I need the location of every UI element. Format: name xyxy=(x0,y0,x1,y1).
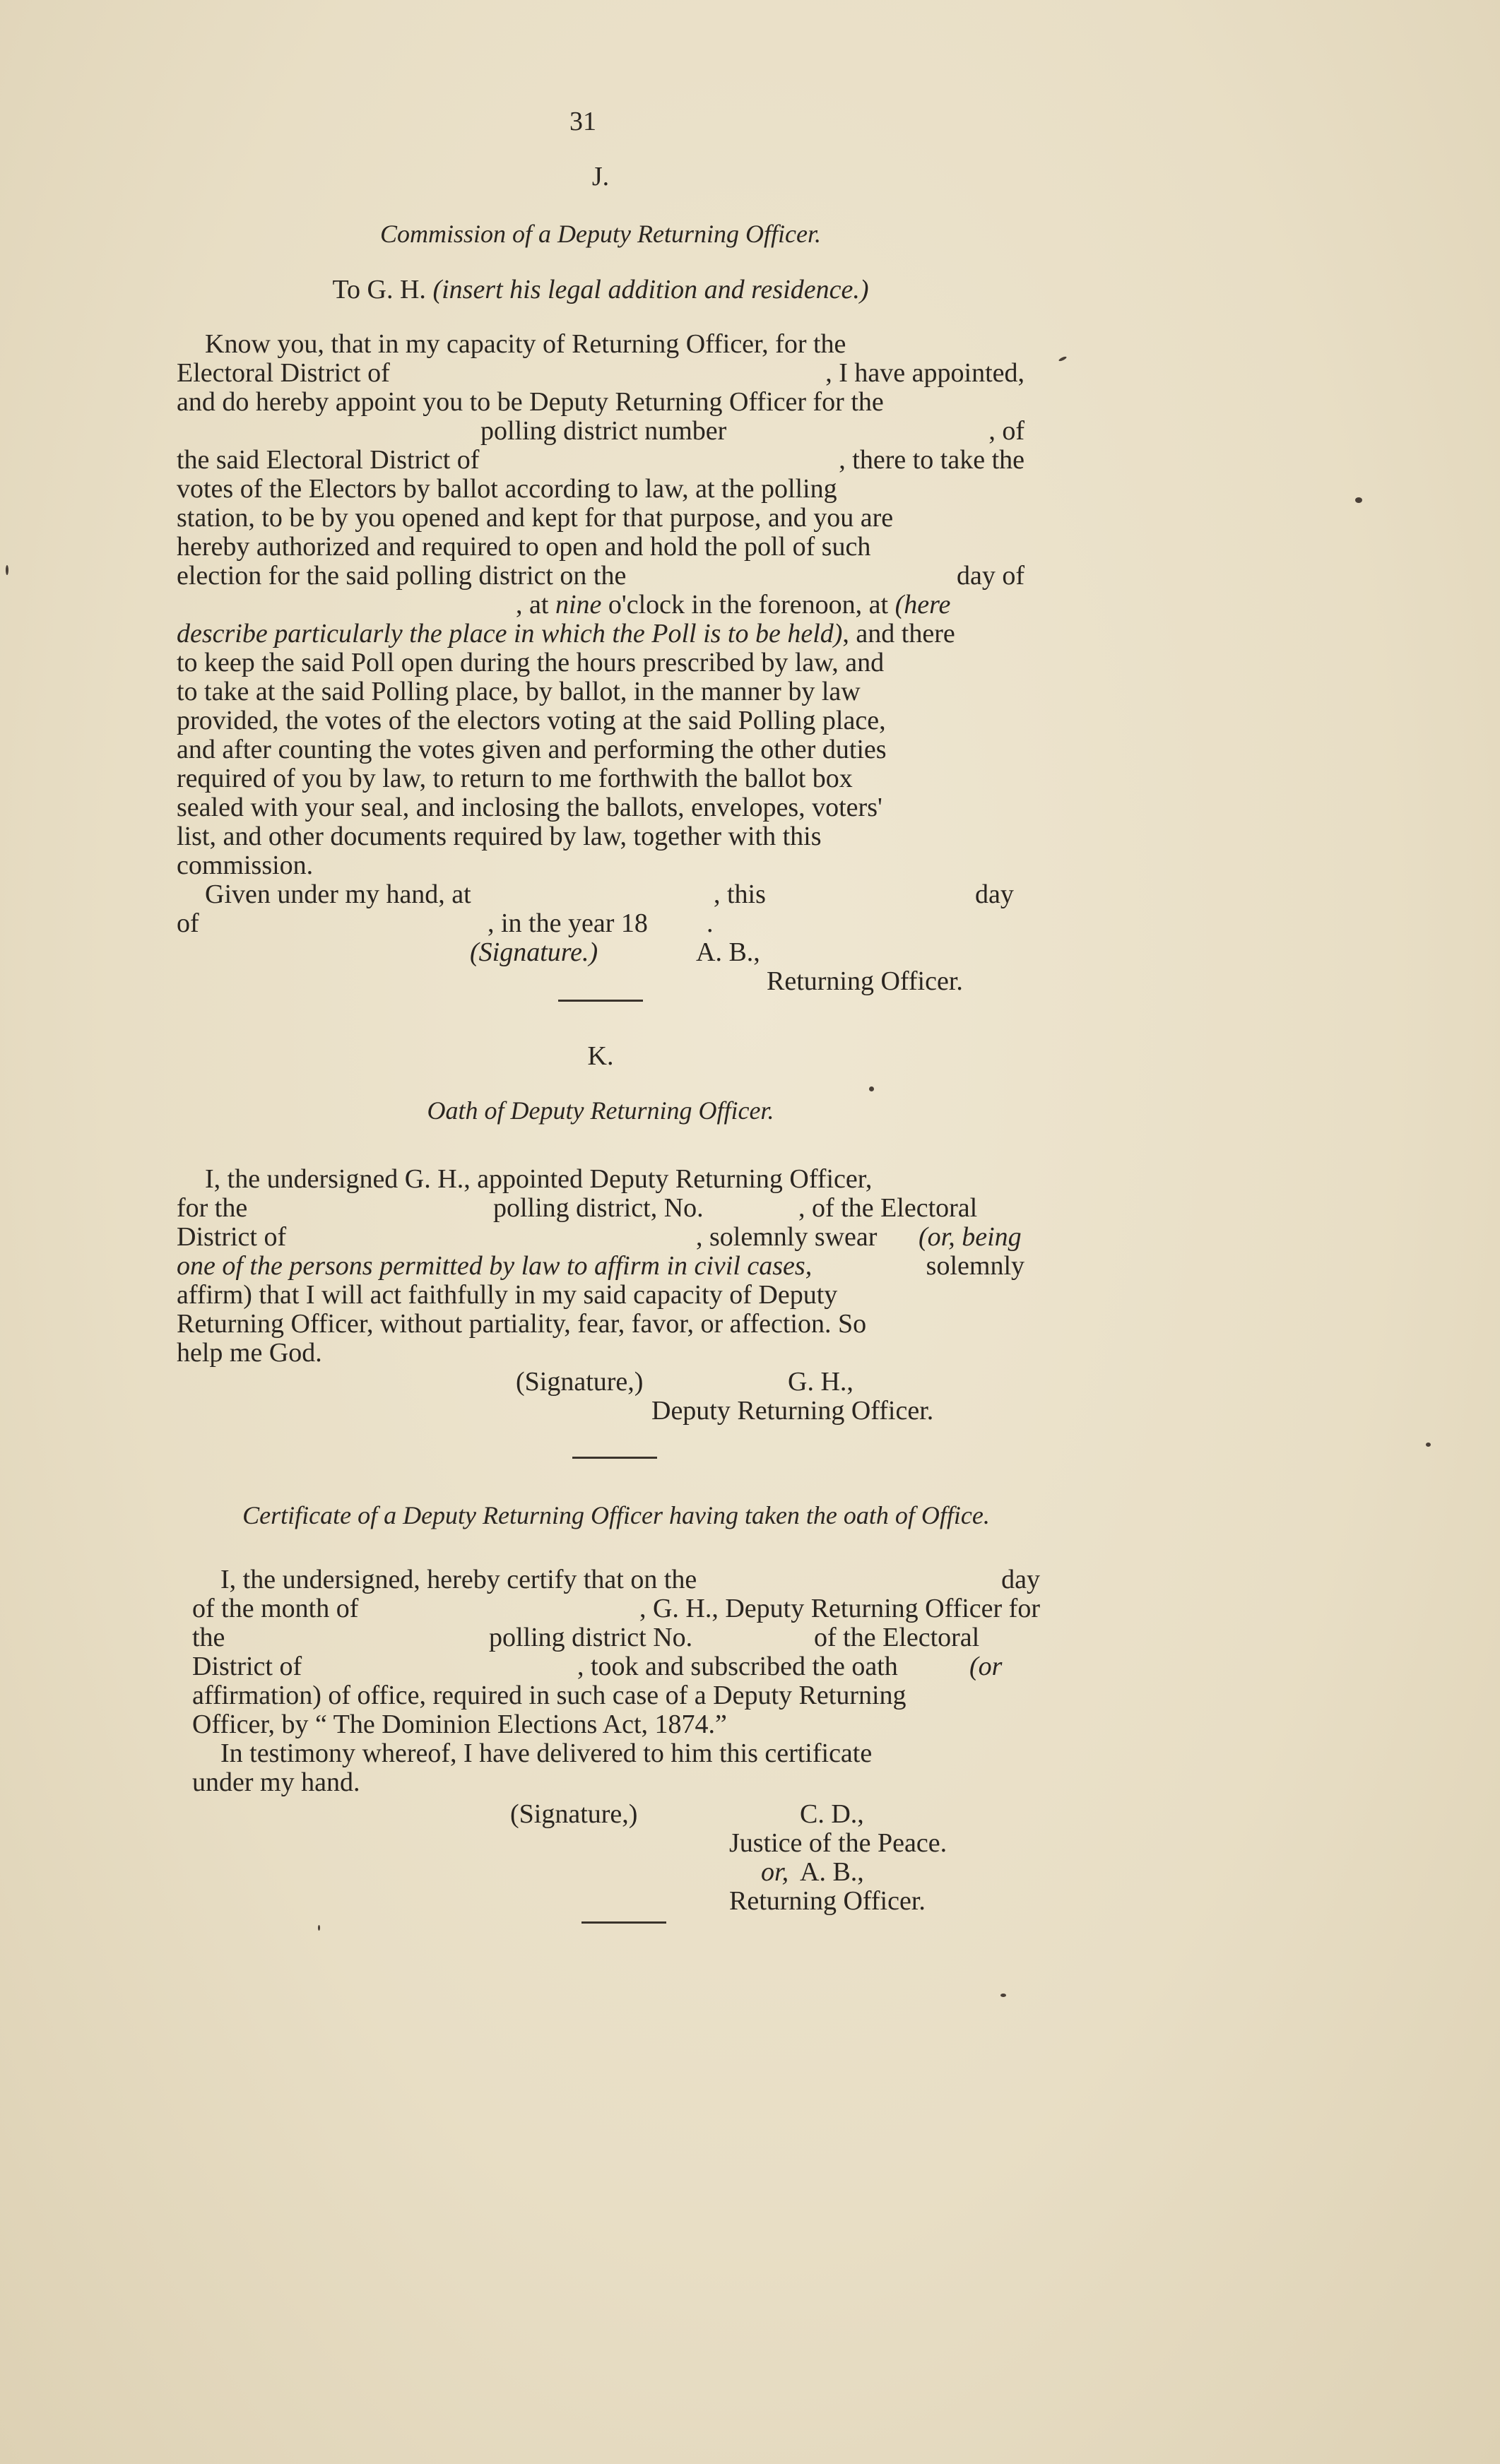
text-line: and after counting the votes given and performing the other duties xyxy=(177,735,887,764)
text-line: Officer, by “ The Dominion Elections Act, 1874.” xyxy=(192,1710,727,1739)
addressee-note: (insert his legal addition and residence.) xyxy=(432,275,869,304)
signature-line: (Signature,) C. D., xyxy=(510,1799,864,1829)
text-line: under my hand. xyxy=(192,1767,360,1797)
text-line: to keep the said Poll open during the hours prescribed by law, and xyxy=(177,648,885,677)
paper-speck xyxy=(318,1925,320,1931)
text-line: Know you, that in my capacity of Returning Officer, for the xyxy=(205,329,846,359)
section-letter-k: K. xyxy=(587,1041,614,1071)
text-line: provided, the votes of the electors voting at the said Polling place, xyxy=(177,706,886,735)
text-line: required of you by law, to return to me forthwith the ballot box xyxy=(177,764,853,793)
text-line: describe particularly the place in which the Poll is to be held), and there xyxy=(177,619,955,648)
signature-alt-line: or, A. B., xyxy=(761,1857,864,1887)
text-line: help me God. xyxy=(177,1338,322,1368)
text-line: list, and other documents required by law, together with this xyxy=(177,822,822,851)
certificate-section xyxy=(192,1501,1040,1916)
addressee: To G. H. xyxy=(332,275,426,304)
signature-alt-title: Returning Officer. xyxy=(729,1886,926,1916)
certificate-heading: Certificate of a Deputy Returning Officer having taken the oath of Office. xyxy=(242,1501,990,1529)
text-line: the said Electoral District of , there to take the xyxy=(177,445,1024,475)
text-line: In testimony whereof, I have delivered to him this certificate xyxy=(220,1739,873,1768)
divider-rule xyxy=(558,1000,643,1002)
paper-speck xyxy=(6,565,8,575)
text-line: to take at the said Polling place, by ballot, in the manner by law xyxy=(177,677,861,706)
text-line: of the month of , G. H., Deputy Returning Officer for xyxy=(192,1594,1040,1623)
section-j xyxy=(177,162,1024,996)
given-line-2: of , in the year 18 . xyxy=(177,908,714,938)
text-line: hereby authorized and required to open and hold the poll of such xyxy=(177,532,871,562)
paper-speck xyxy=(1355,497,1362,503)
certificate-body xyxy=(192,1565,1040,1916)
signature-title: Deputy Returning Officer. xyxy=(651,1396,934,1426)
text-line: commission. xyxy=(177,851,314,880)
text-line: sealed with your seal, and inclosing the ballots, envelopes, voters' xyxy=(177,793,882,822)
text-line: , at nine o'clock in the forenoon, at (here xyxy=(516,590,951,620)
divider-rule xyxy=(581,1921,666,1924)
addressee-line xyxy=(177,276,1024,304)
oath-heading: Oath of Deputy Returning Officer. xyxy=(427,1096,774,1125)
text-line: polling district number , of xyxy=(480,416,1024,446)
paper-speck xyxy=(1058,356,1068,362)
paper-speck xyxy=(869,1086,874,1091)
signature-line: (Signature.) A. B., xyxy=(470,937,760,967)
text-line: District of , solemnly swear (or, being xyxy=(177,1222,1022,1252)
text-line: District of , took and subscribed the oath (or xyxy=(192,1652,1003,1681)
text-line: station, to be by you opened and kept for that purpose, and you are xyxy=(177,503,894,533)
oath-body xyxy=(177,1165,1024,1426)
text-line: votes of the Electors by ballot according to law, at the polling xyxy=(177,474,837,504)
text-line: Returning Officer, without partiality, fear, favor, or affection. So xyxy=(177,1309,867,1339)
commission-body xyxy=(177,330,1024,996)
given-line-1: Given under my hand, at , this day xyxy=(205,879,1014,909)
text-line: election for the said polling district on the day of xyxy=(177,561,1024,591)
divider-rule xyxy=(572,1457,657,1459)
text-line: I, the undersigned G. H., appointed Deputy Returning Officer, xyxy=(205,1164,873,1194)
paper-speck xyxy=(1426,1443,1431,1447)
page-number: 31 xyxy=(569,107,596,136)
section-k xyxy=(177,1042,1024,1426)
signature-title: Returning Officer. xyxy=(767,966,963,996)
text-line: Electoral District of , I have appointed, xyxy=(177,358,1024,388)
commission-heading: Commission of a Deputy Returning Officer. xyxy=(380,220,821,248)
text-line: affirm) that I will act faithfully in my said capacity of Deputy xyxy=(177,1280,838,1310)
paper-speck xyxy=(1000,1994,1006,1997)
text-line: for the polling district, No. , of the Electoral xyxy=(177,1193,978,1223)
text-line: affirmation) of office, required in such case of a Deputy Returning xyxy=(192,1681,907,1710)
text-line: I, the undersigned, hereby certify that on the day xyxy=(220,1565,1040,1594)
text-line: one of the persons permitted by law to affirm in civil cases, solemnly xyxy=(177,1251,1024,1281)
section-letter-j: J. xyxy=(591,162,610,191)
signature-title: Justice of the Peace. xyxy=(729,1828,947,1858)
text-line: and do hereby appoint you to be Deputy Returning Officer for the xyxy=(177,387,884,417)
signature-line: (Signature,) G. H., xyxy=(516,1367,854,1397)
text-line: the polling district No. of the Electoral xyxy=(192,1623,980,1652)
